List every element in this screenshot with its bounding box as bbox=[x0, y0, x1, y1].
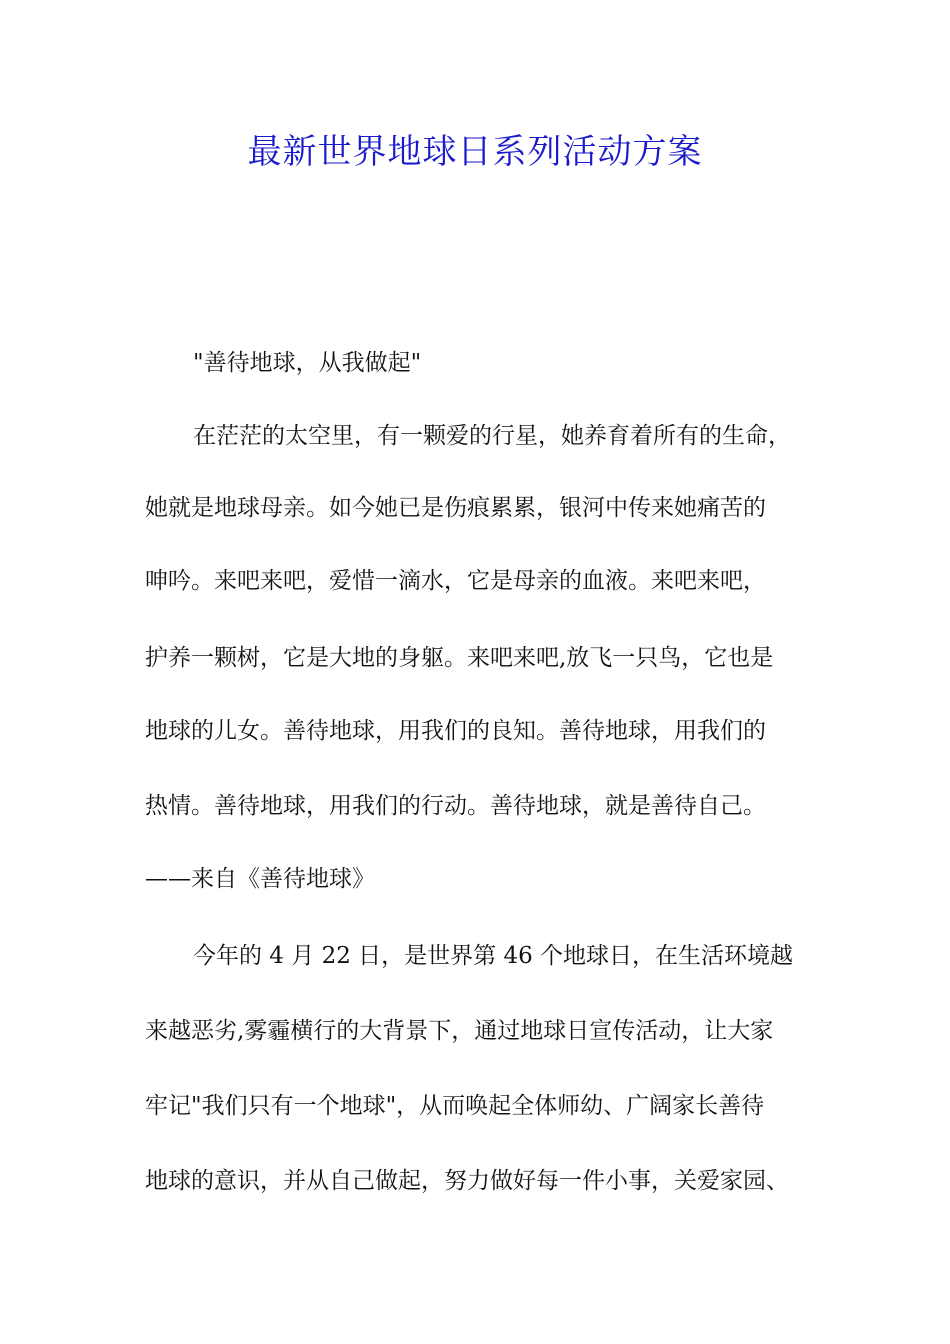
paragraph-line: 地球的意识，并从自己做起，努力做好每一件小事，关爱家园、 bbox=[145, 1168, 789, 1194]
paragraph-line: 来越恶劣,雾霾横行的大背景下，通过地球日宣传活动，让大家 bbox=[145, 1018, 774, 1044]
paragraph-line: 呻吟。来吧来吧，爱惜一滴水，它是母亲的血液。来吧来吧， bbox=[145, 568, 766, 594]
slogan-line: "善待地球，从我做起" bbox=[193, 350, 422, 376]
paragraph-line: 牢记"我们只有一个地球"，从而唤起全体师幼、广阔家长善待 bbox=[145, 1093, 765, 1119]
quote-attribution: ——来自《善待地球》 bbox=[145, 866, 375, 892]
paragraph-line: 她就是地球母亲。如今她已是伤痕累累，银河中传来她痛苦的 bbox=[145, 495, 766, 521]
paragraph-line: 今年的 4 月 22 日，是世界第 46 个地球日，在生活环境越 bbox=[193, 943, 794, 969]
paragraph-line: 护养一颗树，它是大地的身躯。来吧来吧,放飞一只鸟，它也是 bbox=[145, 645, 774, 671]
paragraph-line: 热情。善待地球，用我们的行动。善待地球，就是善待自己。 bbox=[145, 793, 766, 819]
paragraph-line: 在茫茫的太空里，有一颗爱的行星，她养育着所有的生命， bbox=[193, 423, 791, 449]
document-title: 最新世界地球日系列活动方案 bbox=[247, 132, 703, 172]
paragraph-line: 地球的儿女。善待地球，用我们的良知。善待地球，用我们的 bbox=[145, 718, 766, 744]
